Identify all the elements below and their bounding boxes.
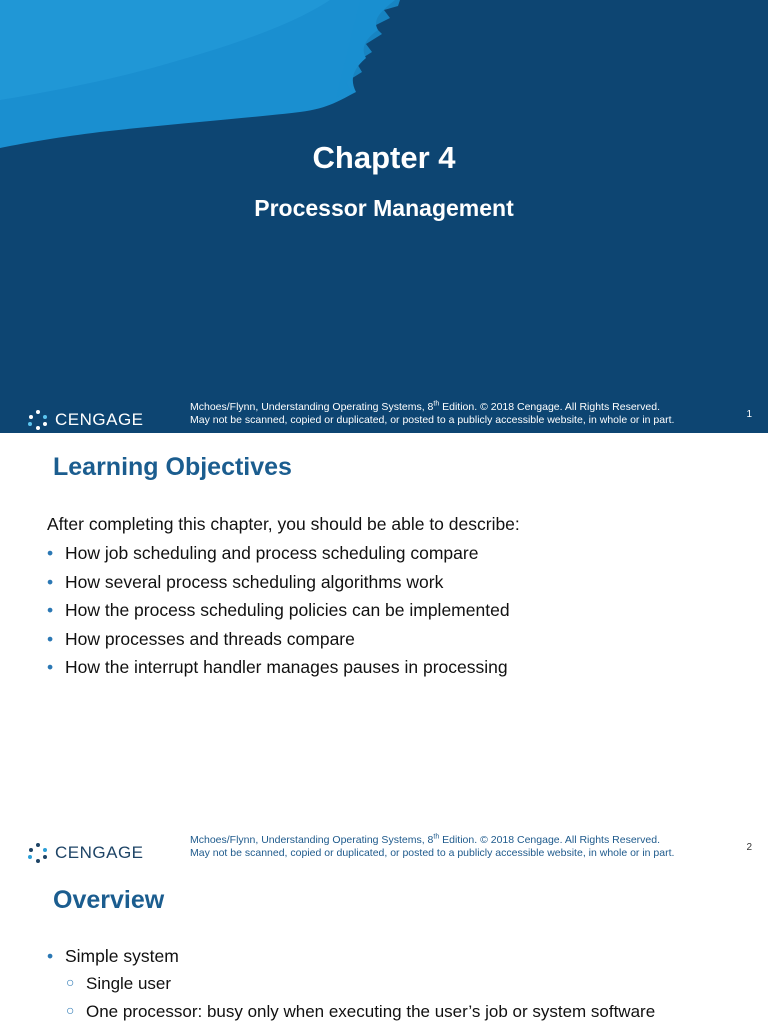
bullet-icon: • [47, 571, 54, 592]
cengage-logo [27, 842, 144, 864]
list-item: ○ Single user [66, 974, 172, 993]
copyright-line1: Mchoes/Flynn, Understanding Operating Systems, 8th Edition. © 2018 Cengage. All Rights Reserved. [190, 400, 661, 413]
list-item: • Simple system [47, 946, 179, 966]
cengage-brand: CENGAGE [55, 843, 144, 862]
slide-footer [0, 830, 768, 876]
page-number: 1 [746, 409, 752, 420]
cengage-logo-icon [27, 409, 49, 431]
copyright-notice [190, 834, 674, 860]
cengage-logo [27, 409, 144, 431]
overview-heading: Overview [53, 886, 165, 914]
list-item: • How several process scheduling algorithms work [47, 571, 444, 592]
circle-bullet-icon: ○ [66, 974, 75, 990]
bullet-icon: • [47, 657, 54, 677]
overview-list [47, 946, 179, 967]
copyright-notice [190, 401, 674, 427]
bullet-icon: • [47, 628, 54, 649]
objectives-intro: After completing this chapter, you should be able to describe: [47, 514, 520, 534]
page-number: 2 [746, 842, 752, 853]
chapter-subtitle: Processor Management [254, 195, 514, 221]
list-item: • How job scheduling and process scheduling compare [47, 543, 479, 563]
cengage-brand: CENGAGE [55, 410, 144, 429]
list-item: • How processes and threads compare [47, 628, 355, 649]
slide-footer [0, 397, 768, 443]
objectives-list [47, 543, 510, 686]
title-slide [0, 0, 768, 433]
list-item: ○ One processor: busy only when executing the user’s job or system software [66, 1002, 656, 1021]
list-item: • How the interrupt handler manages pauses in processing [47, 657, 508, 677]
overview-sub-list [66, 974, 655, 1030]
copyright-line2: May not be scanned, copied or duplicated, or posted to a publicly accessible website, in whole or in part. [190, 847, 675, 859]
circle-bullet-icon: ○ [66, 1002, 75, 1018]
cengage-logo-icon [27, 842, 49, 864]
list-item: • How the process scheduling policies can be implemented [47, 600, 510, 620]
bullet-icon: • [47, 543, 54, 563]
learning-objectives-heading: Learning Objectives [53, 453, 292, 481]
chapter-title: Chapter 4 [312, 140, 456, 175]
bullet-icon: • [47, 600, 54, 620]
copyright-line1: Mchoes/Flynn, Understanding Operating Systems, 8th Edition. © 2018 Cengage. All Rights Reserved. [190, 833, 661, 846]
bullet-icon: • [47, 946, 54, 966]
copyright-line2: May not be scanned, copied or duplicated, or posted to a publicly accessible website, in whole or in part. [190, 414, 675, 426]
